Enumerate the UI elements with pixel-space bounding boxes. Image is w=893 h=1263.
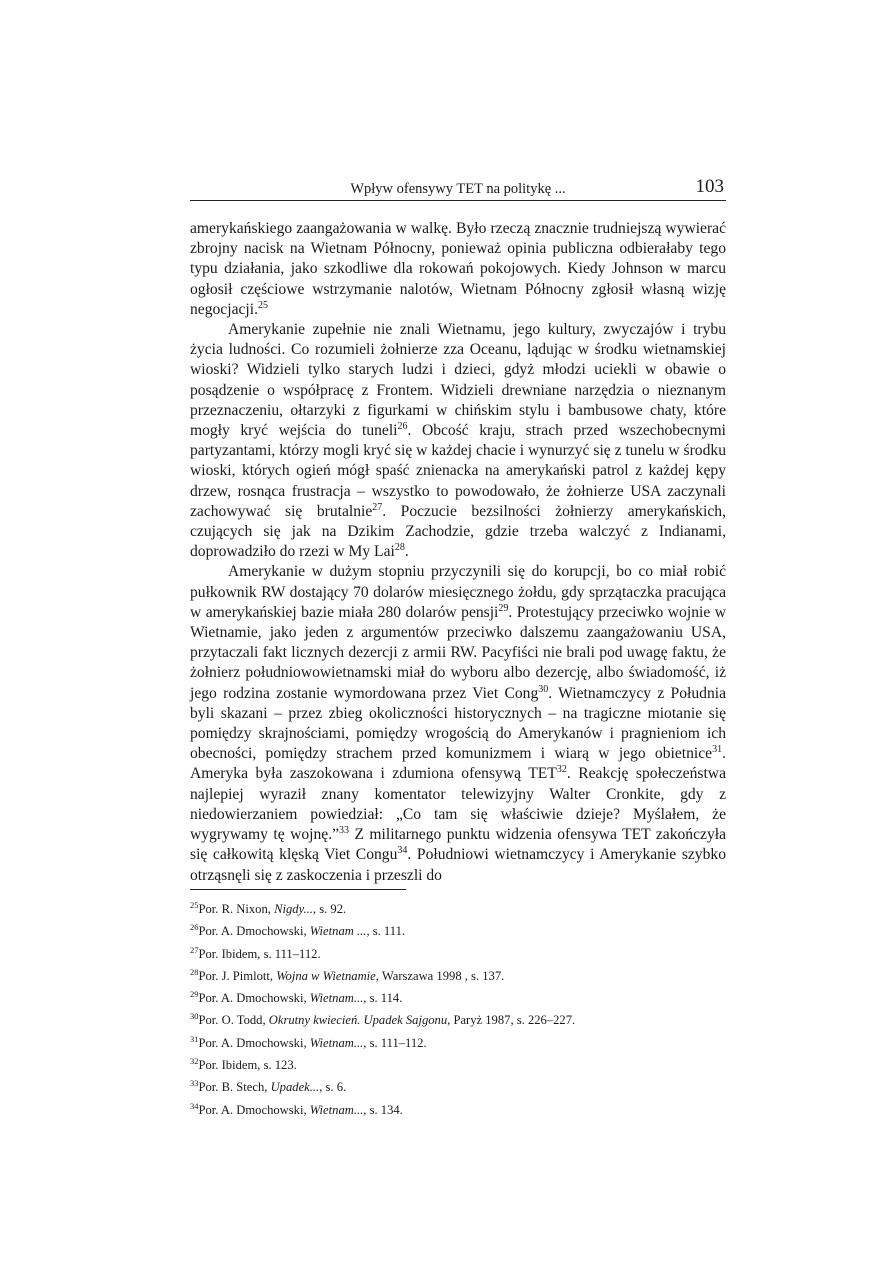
paragraph-text: Amerykanie w dużym stopniu przyczynili się do korupcji, bo co miał robić pułkownik RW dostający 70 dolarów miesięcznego żołdu, gdy sprzątaczka pracująca w amerykańskiej bazie miała 280 dolarów pensji — [190, 563, 726, 621]
paragraph-text: Z militarnego punktu widzenia ofensywa TET zakończyła się całkowitą klęską Viet Congu — [190, 826, 726, 864]
footnote-number: 31 — [190, 1033, 199, 1044]
paragraph — [190, 562, 726, 885]
paragraph-text: . Wietnamczycy z Południa byli skazani – przez zbieg okoliczności historycznych – na tragiczne miotanie się pomiędzy skrajnościami, pomiędzy wrogością do Amerykanów i pragnieniom ich obecności, pomiędzy strachem przed komunizmem i wiarą w jego obietnice — [190, 684, 726, 763]
footnote-text: Por. O. Todd, — [198, 1013, 269, 1028]
footnote-text: , s. 6. — [319, 1080, 347, 1095]
footnote-ref: 29 — [498, 602, 509, 614]
footnote-number: 33 — [190, 1078, 199, 1089]
paragraph-text: . Południowi wietnamczycy i Amerykanie szybko otrząsnęli się z zaskoczenia i przeszli do — [190, 846, 726, 884]
footnote — [190, 1054, 726, 1076]
footnote-title: Wietnam... — [309, 1035, 364, 1050]
paragraph-text: . Poczucie bezsilności żołnierzy amerykańskich, czujących się jak na Dzikim Zachodzie, gdzie trzeba walczyć z Indianami, doprowadziło do rzezi w My Lai — [190, 502, 726, 561]
footnote-title: Wietnam... — [309, 991, 364, 1006]
footnote-title: Okrutny kwiecień. Upadek Sajgonu — [268, 1013, 448, 1028]
paragraph-text: . Ameryka była zaszokowana i zdumiona ofensywą TET — [190, 745, 726, 783]
footnote-ref: 28 — [394, 542, 405, 554]
footnote-text: Por. Ibidem, s. 123. — [198, 1058, 297, 1073]
footnote-text: , Paryż 1987, s. 226–227. — [447, 1013, 576, 1028]
footnote-number: 34 — [190, 1100, 199, 1111]
paragraph-text: . Reakcję społeczeństwa najlepiej wyraził znany komentator telewizyjny Walter Cronkite, gdy z niedowierzaniem powiedział: „Co tam się właściwie dzieje? Myślałem, że wygrywamy tę wojnę.” — [190, 765, 726, 844]
footnote — [190, 898, 726, 920]
footnote-number: 32 — [190, 1056, 199, 1067]
footnote — [190, 965, 726, 987]
footnote — [190, 1076, 726, 1098]
footnote — [190, 1009, 726, 1031]
footnote-text: , Warszawa 1998 , s. 137. — [375, 968, 505, 983]
paragraph-text: . Protestujący przeciwko wojnie w Wietnamie, jako jeden z argumentów przeciwko dalszemu zaangażowaniu USA, przytaczali fakt licznych dezercji z armii RW. Pacyfiści nie brali pod uwagę faktu, że żołnierz południowowietnamski miał do wyboru albo dezercję, albo świadomość, iż jego rodzina zostanie wymordowana przez Viet Cong — [190, 603, 726, 702]
footnote — [190, 987, 726, 1009]
footnote-ref: 27 — [372, 501, 383, 513]
footnote-ref: 34 — [397, 845, 408, 857]
paragraph-text: amerykańskiego zaangażowania w walkę. Było rzeczą znacznie trudniejszą wywierać zbrojny nacisk na Wietnam Północny, ponieważ opinia publiczna odbierałaby tego typu działania, jako szkodliwe dla rokowań pokojowych. Kiedy Johnson w marcu ogłosił częściowe wstrzymanie nalotów, Wietnam Północny zgłosił własną wizję negocjacji. — [190, 220, 726, 318]
paragraph-text: . Obcość kraju, strach przed wszechobecnymi partyzantami, którzy mogli kryć się w każdej chacie i wynurzyć się z tunelu w środku wioski, których ogień mógł spaść znienacka na amerykański patrol z każdej kępy drzew, rosnąca frustracja – wszystko to powodowało, że żołnierze USA zaczynali zachowywać się brutalnie — [190, 422, 726, 520]
footnote-text: , s. 114. — [363, 991, 403, 1006]
footnote-text: , s. 92. — [312, 902, 347, 916]
footnote-text: Por. R. Nixon, — [198, 902, 275, 916]
footnote-text: , s. 111–112. — [363, 1035, 427, 1050]
running-header — [190, 178, 726, 201]
footnote-number: 30 — [190, 1011, 199, 1022]
footnote-text: Por. A. Dmochowski, — [198, 1035, 310, 1050]
footnote-ref: 33 — [339, 825, 350, 837]
footnote-title: Wietnam... — [309, 1102, 364, 1117]
footnote-separator — [190, 889, 406, 890]
footnote-ref: 32 — [556, 764, 567, 776]
footnote-ref: 30 — [538, 683, 549, 695]
footnote-title: Wojna w Wietnamie — [276, 968, 376, 983]
paragraph — [190, 219, 726, 320]
footnote — [190, 943, 726, 965]
footnote-number: 25 — [190, 900, 199, 910]
footnote — [190, 1032, 726, 1054]
footnote-number: 29 — [190, 989, 199, 1000]
footnote-number: 27 — [190, 944, 199, 955]
footnote-title: Wietnam ... — [309, 924, 367, 939]
footnote — [190, 1099, 726, 1121]
footnote-title: Upadek... — [270, 1080, 320, 1095]
footnote-text: , s. 111. — [366, 924, 406, 939]
footnote-number: 28 — [190, 966, 199, 977]
running-title: Wpływ ofensywy TET na politykę ... — [350, 181, 566, 197]
footnote-ref: 25 — [257, 299, 268, 311]
footnote-text: Por. Ibidem, s. 111–112. — [198, 946, 321, 961]
paragraph-text: . — [404, 543, 409, 561]
footnote-ref: 31 — [712, 744, 723, 756]
footnote-title: Nigdy... — [274, 902, 313, 916]
footnote-text: Por. A. Dmochowski, — [198, 924, 310, 939]
footnote-text: Por. A. Dmochowski, — [198, 991, 310, 1006]
footnote-ref: 26 — [397, 421, 408, 433]
footnotes — [190, 898, 726, 1121]
page-number: 103 — [695, 176, 724, 197]
footnote — [190, 920, 726, 942]
paragraph-text: Amerykanie zupełnie nie znali Wietnamu, jego kultury, zwyczajów i trybu życia ludności. Co rozumieli żołnierze zza Oceanu, lądując w środku wietnamskiej wioski? Widzieli tylko starych ludzi i dzieci, gdyż młodzi uciekli w obawie o posądzenie o współpracę z Frontem. Widzieli drewniane narzędzia o nieznanym przeznaczeniu, ołtarzyki z figurkami w chińskim stylu i bambusowe chaty, które mogły kryć wejścia do tuneli — [190, 321, 726, 440]
footnote-number: 26 — [190, 922, 199, 933]
footnote-text: Por. A. Dmochowski, — [198, 1102, 310, 1117]
footnote-text: Por. B. Stech, — [198, 1080, 271, 1095]
body-text — [190, 219, 726, 886]
footnote-text: Por. J. Pimlott, — [198, 968, 277, 983]
paragraph — [190, 320, 726, 562]
footnote-text: , s. 134. — [363, 1102, 403, 1117]
